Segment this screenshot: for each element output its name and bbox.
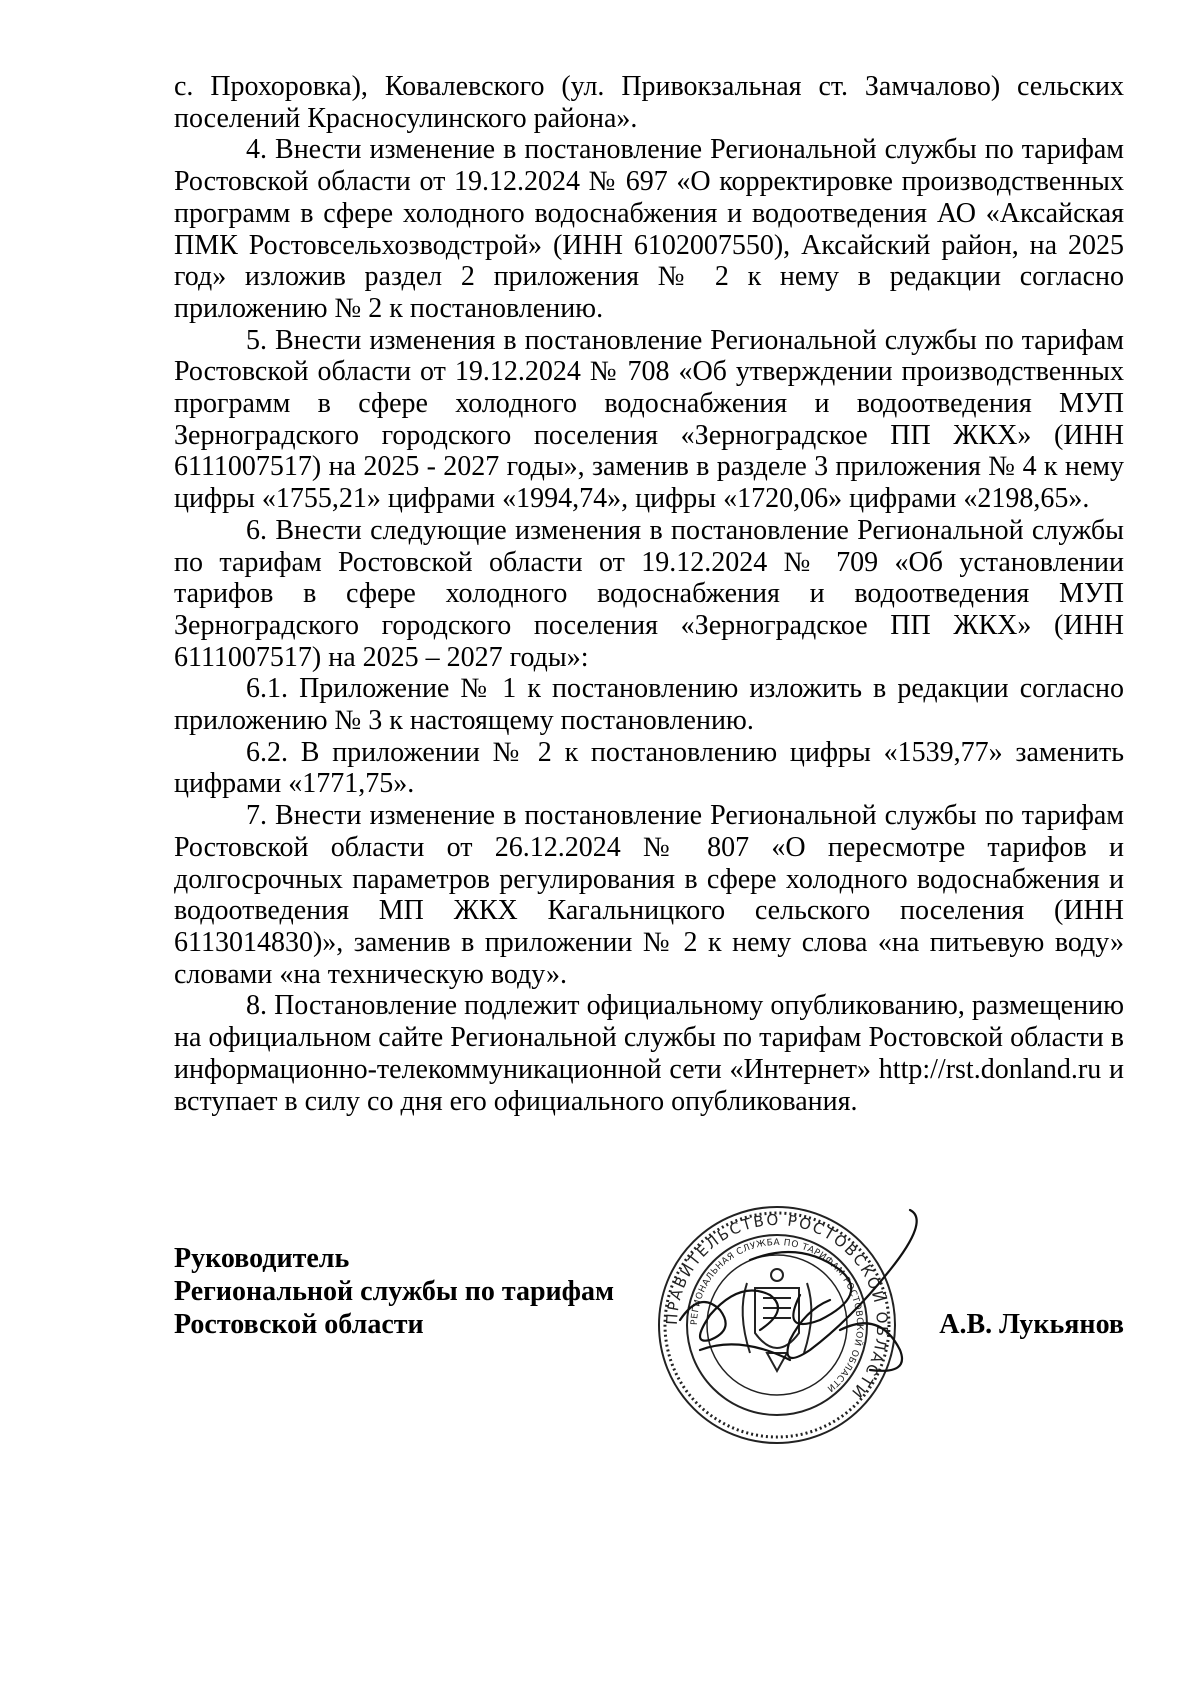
signatory-position [174,1242,614,1341]
handwritten-signature [640,1200,940,1430]
paragraph-item-6-1: 6.1. Приложение № 1 к постановлению изложить в редакции согласно приложению № 3 к настоящему постановлению. [174,673,1124,737]
signatory-name: А.В. Лукьянов [939,1309,1124,1340]
signatory-title-line-3: Ростовской области [174,1309,424,1340]
document-body [174,71,1124,1117]
paragraph-item-6: 6. Внести следующие изменения в постановление Региональной службы по тарифам Ростовской области от 19.12.2024 № 709 «Об установлении тарифов в сфере холодного водоснабжения и водоотведения МУП Зерноградского городского поселения «Зерноградское ПП ЖКХ» (ИНН 6111007517) на 2025 – 2027 годы»: [174,514,1124,673]
seal-outer-lettering: ПРАВИТЕЛЬСТВО РОСТОВСКОЙ ОБЛАСТИ [662,1210,892,1403]
seal-inner-lettering: РЕГИОНАЛЬНАЯ СЛУЖБА ПО ТАРИФАМ РОСТОВСКОЙ ОБЛАСТИ [689,1237,865,1394]
paragraph-item-8: 8. Постановление подлежит официальному опубликованию, размещению на официальном сайте Региональной службы по тарифам Ростовской области в информационно-телекоммуникационной сети «Интернет» http://rst.donland.ru и вступает в силу со дня его официального опубликования. [174,990,1124,1117]
paragraph-item-6-2: 6.2. В приложении № 2 к постановлению цифры «1539,77» заменить цифрами «1771,75». [174,736,1124,800]
signatory-title-line-1: Руководитель [174,1243,350,1274]
paragraph-item-4: 4. Внести изменение в постановление Региональной службы по тарифам Ростовской области от 19.12.2024 № 697 «О корректировке производственных программ в сфере холодного водоснабжения и водоотведения АО «Аксайская ПМК Ростовсельхозводстрой» (ИНН 6102007550), Аксайский район, на 2025 год» изложив раздел 2 приложения № 2 к нему в редакции согласно приложению № 2 к постановлению. [174,134,1124,324]
paragraph-item-5: 5. Внести изменения в постановление Региональной службы по тарифам Ростовской области от 19.12.2024 № 708 «Об утверждении производственных программ в сфере холодного водоснабжения и водоотведения МУП Зерноградского городского поселения «Зерноградское ПП ЖКХ» (ИНН 6111007517) на 2025 - 2027 годы», заменив в разделе 3 приложения № 4 к нему цифры «1755,21» цифрами «1994,74», цифры «1720,06» цифрами «2198,65». [174,324,1124,515]
paragraph-continuation: с. Прохоровка), Ковалевского (ул. Привокзальная ст. Замчалово) сельских поселений Красносулинского района». [174,71,1124,134]
signatory-title-line-2: Региональной службы по тарифам [174,1276,615,1307]
paragraph-item-7: 7. Внести изменение в постановление Региональной службы по тарифам Ростовской области от 26.12.2024 № 807 «О пересмотре тарифов и долгосрочных параметров регулирования в сфере холодного водоснабжения и водоотведения МП ЖКХ Кагальницкого сельского поселения (ИНН 6113014830)», заменив в приложении № 2 к нему слова «на питьевую воду» словами «на техническую воду». [174,800,1124,990]
